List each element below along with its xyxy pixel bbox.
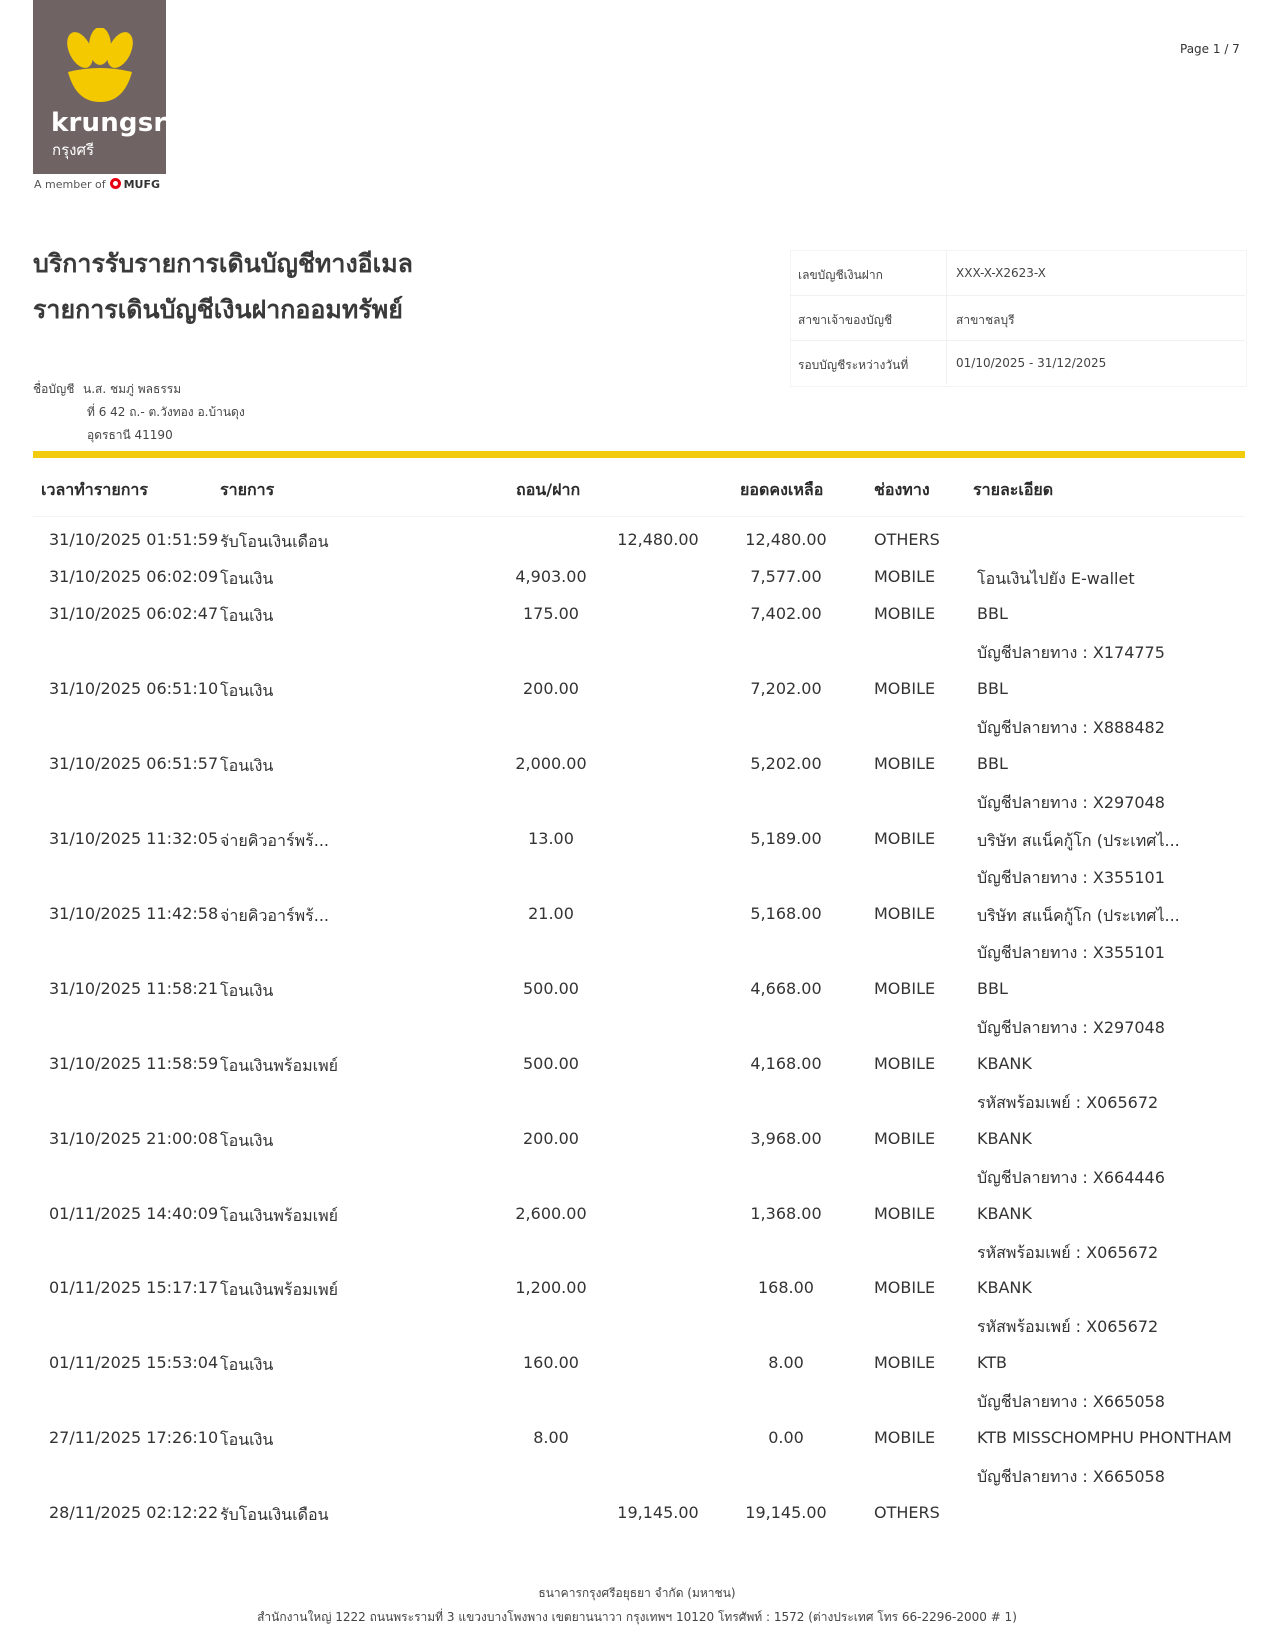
- cell-detail: KBANK: [977, 1204, 1032, 1223]
- header-channel: ช่องทาง: [874, 480, 930, 499]
- cell-detail: บริษัท สแน็คกู้โก (ประเทศไ...: [977, 831, 1180, 850]
- table-row: [0, 1428, 1274, 1458]
- cell-description: โอนเงินพร้อมเพย์: [220, 1280, 339, 1299]
- account-name: น.ส. ชมภู่ พลธรรม: [83, 382, 182, 396]
- member-prefix: A member of: [34, 178, 106, 191]
- cell-detail-secondary: บัญชีปลายทาง : X355101: [977, 943, 1165, 962]
- table-row: [0, 679, 1274, 709]
- member-group: MUFG: [123, 178, 161, 191]
- table-row: [0, 979, 1274, 1009]
- cell-withdraw: 4,903.00: [515, 567, 587, 586]
- cell-description: จ่ายคิวอาร์พร้...: [220, 906, 330, 925]
- cell-withdraw: 500.00: [523, 979, 579, 998]
- cell-balance: 5,202.00: [750, 754, 822, 773]
- header-description: รายการ: [220, 480, 275, 499]
- cell-channel: MOBILE: [874, 1204, 936, 1223]
- cell-withdraw: 13.00: [528, 829, 574, 848]
- cell-channel: MOBILE: [874, 1278, 936, 1297]
- cell-time: 31/10/2025 06:02:09: [49, 567, 219, 586]
- cell-time: 31/10/2025 21:00:08: [49, 1129, 219, 1148]
- cell-channel: OTHERS: [874, 1503, 940, 1522]
- krungsri-emblem-icon: [60, 28, 140, 104]
- cell-deposit: 12,480.00: [617, 530, 699, 549]
- cell-balance: 7,577.00: [750, 567, 822, 586]
- cell-detail-secondary: บัญชีปลายทาง : X355101: [977, 868, 1165, 887]
- cell-description: โอนเงิน: [220, 1430, 274, 1449]
- cell-channel: MOBILE: [874, 567, 936, 586]
- cell-detail-secondary: บัญชีปลายทาง : X174775: [977, 643, 1165, 662]
- cell-withdraw: 21.00: [528, 904, 574, 923]
- table-row: [0, 1278, 1274, 1308]
- cell-detail: KBANK: [977, 1278, 1032, 1297]
- account-number-value: XXX-X-X2623-X: [956, 266, 1046, 280]
- cell-time: 01/11/2025 14:40:09: [49, 1204, 219, 1223]
- cell-balance: 5,168.00: [750, 904, 822, 923]
- branch-value: สาขาชลบุรี: [956, 313, 1015, 327]
- cell-balance: 168.00: [758, 1278, 814, 1297]
- cell-detail-secondary: บัญชีปลายทาง : X664446: [977, 1168, 1165, 1187]
- cell-detail-secondary: บัญชีปลายทาง : X665058: [977, 1392, 1165, 1411]
- table-row: [0, 904, 1274, 934]
- cell-channel: MOBILE: [874, 1129, 936, 1148]
- cell-detail: BBL: [977, 679, 1008, 698]
- header-details: รายละเอียด: [973, 480, 1054, 499]
- cell-detail-secondary: รหัสพร้อมเพย์ : X065672: [977, 1243, 1159, 1262]
- cell-channel: MOBILE: [874, 1353, 936, 1372]
- cell-balance: 1,368.00: [750, 1204, 822, 1223]
- cell-channel: MOBILE: [874, 754, 936, 773]
- cell-channel: MOBILE: [874, 604, 936, 623]
- cell-description: โอนเงิน: [220, 606, 274, 625]
- header-time: เวลาทำรายการ: [41, 480, 148, 499]
- logo-text-en: krungsri: [51, 108, 176, 138]
- table-row: [0, 530, 1274, 560]
- cell-balance: 0.00: [768, 1428, 804, 1447]
- period-label: รอบบัญชีระหว่างวันที่: [798, 358, 909, 372]
- cell-time: 01/11/2025 15:53:04: [49, 1353, 219, 1372]
- period-value: 01/10/2025 - 31/12/2025: [956, 356, 1107, 370]
- table-row: [0, 567, 1274, 597]
- cell-detail: BBL: [977, 979, 1008, 998]
- cell-balance: 4,168.00: [750, 1054, 822, 1073]
- cell-detail-secondary: บัญชีปลายทาง : X888482: [977, 718, 1165, 737]
- cell-detail-secondary: รหัสพร้อมเพย์ : X065672: [977, 1317, 1159, 1336]
- cell-deposit: 19,145.00: [617, 1503, 699, 1522]
- cell-withdraw: 2,000.00: [515, 754, 587, 773]
- cell-balance: 3,968.00: [750, 1129, 822, 1148]
- statement-service-title: บริการรับรายการเดินบัญชีทางอีเมล: [33, 249, 414, 278]
- cell-withdraw: 500.00: [523, 1054, 579, 1073]
- page-indicator: Page 1 / 7: [1180, 42, 1240, 56]
- cell-detail-secondary: บัญชีปลายทาง : X297048: [977, 1018, 1165, 1037]
- table-row: [0, 754, 1274, 784]
- cell-description: โอนเงินพร้อมเพย์: [220, 1206, 339, 1225]
- cell-time: 31/10/2025 11:42:58: [49, 904, 219, 923]
- cell-description: โอนเงิน: [220, 981, 274, 1000]
- header-balance: ยอดคงเหลือ: [740, 480, 824, 499]
- logo-text-th: กรุงศรี: [52, 141, 95, 159]
- cell-description: โอนเงิน: [220, 1355, 274, 1374]
- cell-description: จ่ายคิวอาร์พร้...: [220, 831, 330, 850]
- cell-detail: โอนเงินไปยัง E-wallet: [977, 569, 1135, 588]
- cell-balance: 7,402.00: [750, 604, 822, 623]
- cell-description: โอนเงิน: [220, 756, 274, 775]
- cell-description: รับโอนเงินเดือน: [220, 532, 329, 551]
- cell-time: 28/11/2025 02:12:22: [49, 1503, 219, 1522]
- cell-detail: KTB MISSCHOMPHU PHONTHAM: [977, 1428, 1232, 1447]
- cell-withdraw: 160.00: [523, 1353, 579, 1372]
- cell-description: โอนเงิน: [220, 681, 274, 700]
- table-row: [0, 1204, 1274, 1234]
- cell-channel: MOBILE: [874, 679, 936, 698]
- cell-description: โอนเงิน: [220, 1131, 274, 1150]
- statement-type-title: รายการเดินบัญชีเงินฝากออมทรัพย์: [33, 295, 403, 324]
- cell-channel: MOBILE: [874, 1054, 936, 1073]
- table-row: [0, 1353, 1274, 1383]
- address-line-1: ที่ 6 42 ถ.- ต.วังทอง อ.บ้านดุง: [87, 405, 245, 419]
- footer-bank-name: ธนาคารกรุงศรีอยุธยา จำกัด (มหาชน): [538, 1586, 736, 1600]
- cell-channel: MOBILE: [874, 1428, 936, 1447]
- cell-balance: 7,202.00: [750, 679, 822, 698]
- cell-balance: 8.00: [768, 1353, 804, 1372]
- cell-time: 31/10/2025 06:51:10: [49, 679, 219, 698]
- cell-detail: บริษัท สแน็คกู้โก (ประเทศไ...: [977, 906, 1180, 925]
- header-withdraw-deposit: ถอน/ฝาก: [516, 480, 581, 499]
- table-row: [0, 829, 1274, 859]
- header-separator: [33, 516, 1245, 517]
- cell-balance: 19,145.00: [745, 1503, 827, 1522]
- footer-address: สำนักงานใหญ่ 1222 ถนนพระรามที่ 3 แขวงบางโพงพาง เขตยานนาวา กรุงเทพฯ 10120 โทรศัพท์ : 1572 (ต่างประเทศ โทร 66-2296-2000 # 1): [257, 1610, 1017, 1624]
- cell-channel: MOBILE: [874, 829, 936, 848]
- cell-detail: KTB: [977, 1353, 1007, 1372]
- cell-time: 01/11/2025 15:17:17: [49, 1278, 219, 1297]
- cell-detail-secondary: บัญชีปลายทาง : X665058: [977, 1467, 1165, 1486]
- cell-time: 31/10/2025 06:51:57: [49, 754, 219, 773]
- cell-detail: KBANK: [977, 1054, 1032, 1073]
- member-of-mufg: [34, 178, 160, 191]
- cell-time: 31/10/2025 11:58:59: [49, 1054, 219, 1073]
- cell-time: 31/10/2025 01:51:59: [49, 530, 219, 549]
- cell-channel: OTHERS: [874, 530, 940, 549]
- cell-time: 31/10/2025 11:32:05: [49, 829, 219, 848]
- cell-detail-secondary: รหัสพร้อมเพย์ : X065672: [977, 1093, 1159, 1112]
- divider-bar: [33, 451, 1245, 458]
- cell-description: โอนเงินพร้อมเพย์: [220, 1056, 339, 1075]
- cell-withdraw: 175.00: [523, 604, 579, 623]
- table-row: [0, 1503, 1274, 1533]
- cell-balance: 4,668.00: [750, 979, 822, 998]
- cell-description: รับโอนเงินเดือน: [220, 1505, 329, 1524]
- cell-time: 31/10/2025 11:58:21: [49, 979, 219, 998]
- branch-label: สาขาเจ้าของบัญชี: [798, 313, 893, 327]
- table-row: [0, 1054, 1274, 1084]
- cell-detail: BBL: [977, 754, 1008, 773]
- cell-withdraw: 200.00: [523, 1129, 579, 1148]
- table-row: [0, 604, 1274, 634]
- cell-detail: KBANK: [977, 1129, 1032, 1148]
- cell-withdraw: 8.00: [533, 1428, 569, 1447]
- cell-time: 31/10/2025 06:02:47: [49, 604, 219, 623]
- cell-balance: 5,189.00: [750, 829, 822, 848]
- cell-balance: 12,480.00: [745, 530, 827, 549]
- account-name-label: ชื่อบัญชี: [33, 382, 75, 396]
- cell-detail-secondary: บัญชีปลายทาง : X297048: [977, 793, 1165, 812]
- account-number-label: เลขบัญชีเงินฝาก: [798, 268, 883, 282]
- cell-channel: MOBILE: [874, 904, 936, 923]
- table-row: [0, 1129, 1274, 1159]
- cell-withdraw: 1,200.00: [515, 1278, 587, 1297]
- cell-description: โอนเงิน: [220, 569, 274, 588]
- cell-withdraw: 200.00: [523, 679, 579, 698]
- cell-channel: MOBILE: [874, 979, 936, 998]
- cell-withdraw: 2,600.00: [515, 1204, 587, 1223]
- cell-time: 27/11/2025 17:26:10: [49, 1428, 219, 1447]
- mufg-icon: [110, 178, 121, 189]
- cell-detail: BBL: [977, 604, 1008, 623]
- address-line-2: อุดรธานี 41190: [87, 428, 173, 442]
